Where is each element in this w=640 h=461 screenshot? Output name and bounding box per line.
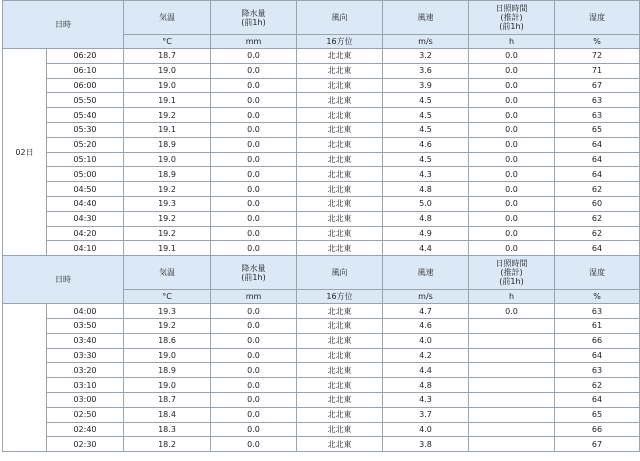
temperature-cell: 19.3 xyxy=(124,304,211,319)
table-row xyxy=(3,152,640,167)
humidity-cell: 61 xyxy=(555,318,640,333)
humidity-cell: 62 xyxy=(555,226,640,241)
sunshine-cell: 0.0 xyxy=(469,226,555,241)
observation-table xyxy=(2,0,640,452)
wind-direction-cell: 北北東 xyxy=(297,241,383,256)
header-temperature: 気温 xyxy=(124,1,211,35)
humidity-cell: 62 xyxy=(555,182,640,197)
wind-direction-cell: 北北東 xyxy=(297,422,383,437)
wind-direction-cell: 北北東 xyxy=(297,167,383,182)
wind-speed-cell: 3.2 xyxy=(383,49,469,64)
unit-temp: °C xyxy=(124,35,211,49)
wind-direction-cell: 北北東 xyxy=(297,137,383,152)
temperature-cell: 18.3 xyxy=(124,422,211,437)
table-row xyxy=(3,392,640,407)
table-row xyxy=(3,422,640,437)
sunshine-cell: 0.0 xyxy=(469,122,555,137)
humidity-cell: 64 xyxy=(555,241,640,256)
table-row xyxy=(3,407,640,422)
precipitation-cell: 0.0 xyxy=(211,304,297,319)
temperature-cell: 19.0 xyxy=(124,348,211,363)
humidity-cell: 64 xyxy=(555,392,640,407)
temperature-cell: 19.0 xyxy=(124,152,211,167)
time-cell: 05:40 xyxy=(47,108,124,123)
wind-direction-cell: 北北東 xyxy=(297,78,383,93)
table-row xyxy=(3,437,640,452)
time-cell: 05:00 xyxy=(47,167,124,182)
temperature-cell: 19.2 xyxy=(124,211,211,226)
wind-speed-cell: 3.7 xyxy=(383,407,469,422)
time-cell: 04:30 xyxy=(47,211,124,226)
sunshine-cell: 0.0 xyxy=(469,167,555,182)
sunshine-cell: 0.0 xyxy=(469,49,555,64)
humidity-cell: 66 xyxy=(555,333,640,348)
time-cell: 02:50 xyxy=(47,407,124,422)
header-wind-speed: 風速 xyxy=(383,256,469,290)
temperature-cell: 19.1 xyxy=(124,122,211,137)
table-row xyxy=(3,241,640,256)
precipitation-cell: 0.0 xyxy=(211,437,297,452)
table-row xyxy=(3,333,640,348)
header-precipitation xyxy=(211,1,297,35)
day-cell: 02日 xyxy=(3,49,47,256)
temperature-cell: 19.0 xyxy=(124,63,211,78)
temperature-cell: 19.2 xyxy=(124,226,211,241)
humidity-cell: 60 xyxy=(555,196,640,211)
sunshine-cell: 0.0 xyxy=(469,93,555,108)
humidity-cell: 63 xyxy=(555,93,640,108)
precipitation-cell: 0.0 xyxy=(211,182,297,197)
precipitation-cell: 0.0 xyxy=(211,241,297,256)
temperature-cell: 18.7 xyxy=(124,392,211,407)
wind-speed-cell: 4.3 xyxy=(383,167,469,182)
sunshine-cell xyxy=(469,422,555,437)
temperature-cell: 19.1 xyxy=(124,241,211,256)
wind-speed-cell: 4.0 xyxy=(383,333,469,348)
temperature-cell: 19.2 xyxy=(124,108,211,123)
temperature-cell: 18.9 xyxy=(124,363,211,378)
time-cell: 05:30 xyxy=(47,122,124,137)
temperature-cell: 18.2 xyxy=(124,437,211,452)
precipitation-cell: 0.0 xyxy=(211,167,297,182)
temperature-cell: 19.1 xyxy=(124,93,211,108)
wind-direction-cell: 北北東 xyxy=(297,226,383,241)
temperature-cell: 19.0 xyxy=(124,78,211,93)
header-precipitation-line1: 降水量 xyxy=(241,8,266,18)
precipitation-cell: 0.0 xyxy=(211,348,297,363)
wind-direction-cell: 北北東 xyxy=(297,63,383,78)
wind-direction-cell: 北北東 xyxy=(297,49,383,64)
time-cell: 04:20 xyxy=(47,226,124,241)
header-datetime: 日時 xyxy=(3,1,124,49)
wind-direction-cell: 北北東 xyxy=(297,211,383,226)
wind-speed-cell: 4.4 xyxy=(383,241,469,256)
unit-humidity: % xyxy=(555,35,640,49)
time-cell: 02:40 xyxy=(47,422,124,437)
wind-direction-cell: 北北東 xyxy=(297,363,383,378)
unit-wind-dir: 16方位 xyxy=(297,35,383,49)
header-sunshine-line2: (推計) xyxy=(500,13,523,22)
precipitation-cell: 0.0 xyxy=(211,196,297,211)
unit-precip: mm xyxy=(211,290,297,304)
wind-speed-cell: 5.0 xyxy=(383,196,469,211)
table-row xyxy=(3,378,640,393)
humidity-cell: 65 xyxy=(555,122,640,137)
header-row xyxy=(3,1,640,35)
wind-speed-cell: 4.8 xyxy=(383,182,469,197)
table-row xyxy=(3,196,640,211)
unit-temp: °C xyxy=(124,290,211,304)
wind-speed-cell: 3.9 xyxy=(383,78,469,93)
wind-direction-cell: 北北東 xyxy=(297,93,383,108)
sunshine-cell: 0.0 xyxy=(469,211,555,226)
sunshine-cell xyxy=(469,333,555,348)
humidity-cell: 62 xyxy=(555,211,640,226)
wind-speed-cell: 4.6 xyxy=(383,137,469,152)
precipitation-cell: 0.0 xyxy=(211,63,297,78)
header-wind-speed: 風速 xyxy=(383,1,469,35)
wind-speed-cell: 4.5 xyxy=(383,122,469,137)
precipitation-cell: 0.0 xyxy=(211,78,297,93)
temperature-cell: 18.9 xyxy=(124,137,211,152)
unit-wind-dir: 16方位 xyxy=(297,290,383,304)
unit-sunshine: h xyxy=(469,35,555,49)
header-sunshine-line1: 日照時間 xyxy=(495,259,528,269)
header-humidity: 湿度 xyxy=(555,1,640,35)
sunshine-cell: 0.0 xyxy=(469,108,555,123)
humidity-cell: 66 xyxy=(555,422,640,437)
table-row xyxy=(3,182,640,197)
table-row xyxy=(3,122,640,137)
precipitation-cell: 0.0 xyxy=(211,333,297,348)
table-row xyxy=(3,211,640,226)
wind-speed-cell: 4.5 xyxy=(383,93,469,108)
precipitation-cell: 0.0 xyxy=(211,137,297,152)
table-row xyxy=(3,108,640,123)
time-cell: 05:50 xyxy=(47,93,124,108)
temperature-cell: 19.2 xyxy=(124,318,211,333)
wind-direction-cell: 北北東 xyxy=(297,196,383,211)
wind-speed-cell: 4.8 xyxy=(383,211,469,226)
time-cell: 06:10 xyxy=(47,63,124,78)
unit-humidity: % xyxy=(555,290,640,304)
unit-wind-speed: m/s xyxy=(383,290,469,304)
table-row xyxy=(3,318,640,333)
header-sunshine-line3: (前1h) xyxy=(499,22,524,31)
sunshine-cell: 0.0 xyxy=(469,304,555,319)
precipitation-cell: 0.0 xyxy=(211,226,297,241)
header-sunshine-line3: (前1h) xyxy=(499,277,524,287)
wind-direction-cell: 北北東 xyxy=(297,348,383,363)
time-cell: 03:00 xyxy=(47,392,124,407)
sunshine-cell xyxy=(469,363,555,378)
humidity-cell: 64 xyxy=(555,152,640,167)
header-wind-direction: 風向 xyxy=(297,256,383,290)
precipitation-cell: 0.0 xyxy=(211,211,297,226)
humidity-cell: 64 xyxy=(555,137,640,152)
sunshine-cell xyxy=(469,392,555,407)
precipitation-cell: 0.0 xyxy=(211,93,297,108)
wind-speed-cell: 3.6 xyxy=(383,63,469,78)
table-row xyxy=(3,363,640,378)
precipitation-cell: 0.0 xyxy=(211,422,297,437)
temperature-cell: 19.2 xyxy=(124,182,211,197)
table-row xyxy=(3,348,640,363)
temperature-cell: 19.0 xyxy=(124,378,211,393)
time-cell: 03:20 xyxy=(47,363,124,378)
sunshine-cell xyxy=(469,318,555,333)
table-row xyxy=(3,304,640,319)
header-precipitation-line1: 降水量 xyxy=(241,263,266,273)
temperature-cell: 18.6 xyxy=(124,333,211,348)
wind-direction-cell: 北北東 xyxy=(297,122,383,137)
time-cell: 02:30 xyxy=(47,437,124,452)
time-cell: 05:10 xyxy=(47,152,124,167)
precipitation-cell: 0.0 xyxy=(211,152,297,167)
unit-wind-speed: m/s xyxy=(383,35,469,49)
temperature-cell: 18.7 xyxy=(124,49,211,64)
time-cell: 03:10 xyxy=(47,378,124,393)
header-datetime: 日時 xyxy=(3,256,124,304)
table-row xyxy=(3,63,640,78)
wind-direction-cell: 北北東 xyxy=(297,333,383,348)
time-cell: 04:50 xyxy=(47,182,124,197)
wind-direction-cell: 北北東 xyxy=(297,437,383,452)
sunshine-cell: 0.0 xyxy=(469,63,555,78)
header-sunshine xyxy=(469,256,555,290)
unit-precip: mm xyxy=(211,35,297,49)
header-row xyxy=(3,256,640,290)
sunshine-cell: 0.0 xyxy=(469,241,555,256)
header-sunshine-line1: 日照時間 xyxy=(495,4,528,13)
precipitation-cell: 0.0 xyxy=(211,363,297,378)
wind-speed-cell: 4.8 xyxy=(383,378,469,393)
precipitation-cell: 0.0 xyxy=(211,407,297,422)
table-row xyxy=(3,137,640,152)
time-cell: 03:30 xyxy=(47,348,124,363)
time-cell: 04:40 xyxy=(47,196,124,211)
humidity-cell: 63 xyxy=(555,363,640,378)
wind-direction-cell: 北北東 xyxy=(297,108,383,123)
humidity-cell: 62 xyxy=(555,378,640,393)
humidity-cell: 64 xyxy=(555,348,640,363)
table-body xyxy=(3,1,640,452)
wind-direction-cell: 北北東 xyxy=(297,152,383,167)
time-cell: 04:10 xyxy=(47,241,124,256)
sunshine-cell: 0.0 xyxy=(469,196,555,211)
wind-speed-cell: 4.3 xyxy=(383,392,469,407)
sunshine-cell: 0.0 xyxy=(469,78,555,93)
sunshine-cell xyxy=(469,378,555,393)
humidity-cell: 71 xyxy=(555,63,640,78)
sunshine-cell xyxy=(469,407,555,422)
temperature-cell: 18.9 xyxy=(124,167,211,182)
table-row xyxy=(3,78,640,93)
day-cell xyxy=(3,304,47,452)
unit-sunshine: h xyxy=(469,290,555,304)
time-cell: 06:20 xyxy=(47,49,124,64)
wind-direction-cell: 北北東 xyxy=(297,392,383,407)
humidity-cell: 64 xyxy=(555,167,640,182)
precipitation-cell: 0.0 xyxy=(211,108,297,123)
wind-speed-cell: 4.2 xyxy=(383,348,469,363)
table-row xyxy=(3,93,640,108)
precipitation-cell: 0.0 xyxy=(211,318,297,333)
time-cell: 04:00 xyxy=(47,304,124,319)
wind-direction-cell: 北北東 xyxy=(297,182,383,197)
time-cell: 03:50 xyxy=(47,318,124,333)
header-wind-direction: 風向 xyxy=(297,1,383,35)
precipitation-cell: 0.0 xyxy=(211,392,297,407)
humidity-cell: 67 xyxy=(555,437,640,452)
header-sunshine-line2: (推計) xyxy=(500,268,523,278)
humidity-cell: 67 xyxy=(555,78,640,93)
table-row xyxy=(3,226,640,241)
temperature-cell: 18.4 xyxy=(124,407,211,422)
time-cell: 06:00 xyxy=(47,78,124,93)
time-cell: 05:20 xyxy=(47,137,124,152)
sunshine-cell xyxy=(469,437,555,452)
header-sunshine xyxy=(469,1,555,35)
sunshine-cell xyxy=(469,348,555,363)
precipitation-cell: 0.0 xyxy=(211,378,297,393)
header-temperature: 気温 xyxy=(124,256,211,290)
header-precipitation-line2: (前1h) xyxy=(241,17,266,27)
wind-speed-cell: 4.5 xyxy=(383,152,469,167)
wind-direction-cell: 北北東 xyxy=(297,318,383,333)
wind-direction-cell: 北北東 xyxy=(297,378,383,393)
wind-speed-cell: 4.9 xyxy=(383,226,469,241)
wind-speed-cell: 4.7 xyxy=(383,304,469,319)
header-precipitation xyxy=(211,256,297,290)
humidity-cell: 65 xyxy=(555,407,640,422)
table-row xyxy=(3,49,640,64)
precipitation-cell: 0.0 xyxy=(211,122,297,137)
header-precipitation-line2: (前1h) xyxy=(241,272,266,282)
header-humidity: 湿度 xyxy=(555,256,640,290)
table-row xyxy=(3,167,640,182)
wind-speed-cell: 4.0 xyxy=(383,422,469,437)
sunshine-cell: 0.0 xyxy=(469,137,555,152)
sunshine-cell: 0.0 xyxy=(469,182,555,197)
precipitation-cell: 0.0 xyxy=(211,49,297,64)
wind-direction-cell: 北北東 xyxy=(297,304,383,319)
temperature-cell: 19.3 xyxy=(124,196,211,211)
humidity-cell: 63 xyxy=(555,108,640,123)
wind-direction-cell: 北北東 xyxy=(297,407,383,422)
wind-speed-cell: 4.4 xyxy=(383,363,469,378)
time-cell: 03:40 xyxy=(47,333,124,348)
sunshine-cell: 0.0 xyxy=(469,152,555,167)
wind-speed-cell: 4.5 xyxy=(383,108,469,123)
wind-speed-cell: 3.8 xyxy=(383,437,469,452)
wind-speed-cell: 4.6 xyxy=(383,318,469,333)
humidity-cell: 63 xyxy=(555,304,640,319)
humidity-cell: 72 xyxy=(555,49,640,64)
